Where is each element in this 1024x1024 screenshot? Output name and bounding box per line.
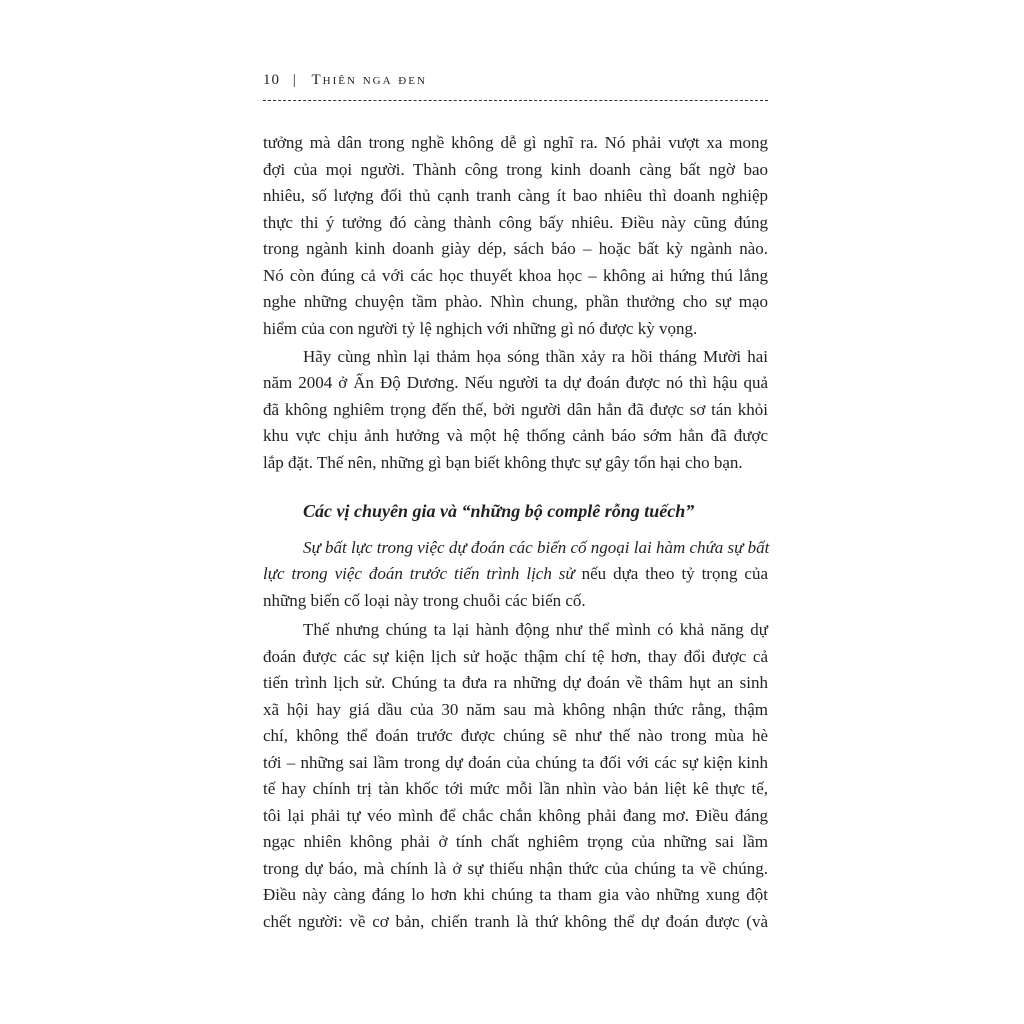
- header-separator: |: [292, 72, 297, 88]
- text-line: Điều này càng đáng lo hơn khi chúng ta tham gia vào những xung đột: [263, 885, 768, 904]
- text-line: xã hội hay giá dầu của 30 năm sau mà không nhận thức rằng, thậm: [263, 699, 768, 719]
- italic-paragraph: [263, 535, 768, 615]
- paragraph-1: [263, 130, 768, 342]
- text-line: hiểm của con người tỷ lệ nghịch với những gì nó được kỳ vọng.: [263, 318, 698, 338]
- roman-span: nếu dựa theo tỷ trọng của: [574, 564, 768, 583]
- text-line: tiến trình lịch sử. Chúng ta đưa ra những dự đoán về thâm hụt an sinh: [263, 673, 768, 692]
- text-line: trong dự báo, mà chính là ở sự thiếu nhận thức của chúng ta về chúng.: [263, 858, 768, 878]
- page-body: [263, 130, 768, 935]
- running-header: [263, 72, 768, 89]
- text-line: lắp đặt. Thế nên, những gì bạn biết không thực sự gây tổn hại cho bạn.: [263, 452, 743, 472]
- text-line: ngạc nhiên không phải ở tính chất nghiêm trọng của những sai lầm: [263, 832, 768, 851]
- text-line: chí, không thể đoán trước được chúng sẽ như thế nào trong mùa hè: [263, 726, 768, 745]
- page-number: 10: [263, 72, 280, 88]
- header-divider: [263, 100, 768, 101]
- paragraph-2: [263, 344, 768, 477]
- text-line: đoán được các sự kiện lịch sử hoặc thậm chí tệ hơn, thay đổi được cả: [263, 646, 768, 666]
- text-line: nghe những chuyện tầm phào. Nhìn chung, phần thưởng cho sự mạo: [263, 292, 768, 311]
- text-line: Hãy cùng nhìn lại thảm họa sóng thần xảy ra hồi tháng Mười hai: [303, 346, 768, 366]
- text-line: chết người: về cơ bản, chiến tranh là thứ không thể dự đoán được (và: [263, 911, 768, 931]
- text-line: tưởng mà dân trong nghề không dễ gì nghĩ ra. Nó phải vượt xa mong: [263, 133, 768, 152]
- text-line: khu vực chịu ảnh hưởng và một hệ thống cảnh báo sớm hẳn đã được: [263, 426, 768, 445]
- text-line: trong ngành kinh doanh giày dép, sách báo – hoặc bất kỳ ngành nào.: [263, 239, 768, 258]
- text-line: tôi lại phải tự véo mình để chắc chắn không phải đang mơ. Điều đáng: [263, 805, 768, 825]
- book-title: Thiên nga đen: [311, 72, 427, 88]
- text-line: Thế nhưng chúng ta lại hành động như thể mình có khả năng dự: [303, 620, 768, 639]
- text-line: tế hay chính trị tàn khốc tới mức mỗi lần nhìn vào bản liệt kê thực tế,: [263, 779, 768, 798]
- text-line: đã không nghiêm trọng đến thế, bởi người dân hẳn đã được sơ tán khỏi: [263, 399, 768, 419]
- text-line: năm 2004 ở Ấn Độ Dương. Nếu người ta dự đoán được nó thì hậu quả: [263, 373, 768, 392]
- text-line: tới – những sai lầm trong dự đoán của chúng ta đối với các sự kiện kinh: [263, 752, 768, 772]
- text-line: những biến cố loại này trong chuỗi các biến cố.: [263, 590, 586, 610]
- italic-span: lực trong việc đoán trước tiến trình lịch sử: [263, 564, 575, 583]
- text-line: đợi của mọi người. Thành công trong kinh doanh càng bất ngờ bao: [263, 159, 768, 179]
- text-line: Sự bất lực trong việc dự đoán các biến cố ngoại lai hàm chứa sự bất: [303, 537, 770, 557]
- text-line: thực thi ý tưởng đó càng thành công bấy nhiêu. Điều này cũng đúng: [263, 212, 768, 232]
- section-heading: Các vị chuyên gia và “những bộ complê rỗng tuếch”: [303, 501, 695, 521]
- paragraph-final: [263, 617, 768, 935]
- text-line: [263, 561, 768, 588]
- text-line: nhiêu, số lượng đối thủ cạnh tranh càng ít bao nhiêu thì doanh nghiệp: [263, 186, 768, 205]
- text-line: Nó còn đúng cả với các học thuyết khoa học – không ai hứng thú lắng: [263, 265, 768, 285]
